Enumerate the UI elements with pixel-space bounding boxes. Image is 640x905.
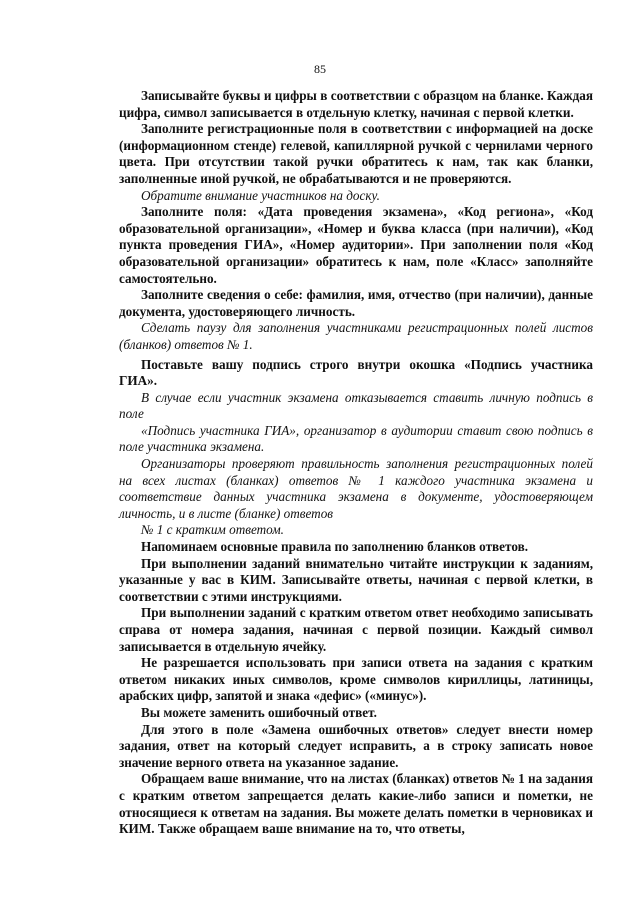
paragraph: Заполните поля: «Дата проведения экзамена», «Код региона», «Код образовательной организации», «Номер и буква класса (при наличии), «Код пункта проведения ГИА», «Номер аудитории». При заполнении поля «Код образовательной организации» обратитесь к нам, поле «Класс» заполняйте самостоятельно.	[119, 204, 593, 286]
paragraph: Не разрешается использовать при записи ответа на задания с кратким ответом никаких иных символов, кроме символов кириллицы, латиницы, арабских цифр, запятой и знака «дефис» («минус»).	[119, 655, 593, 704]
paragraph: Вы можете заменить ошибочный ответ.	[141, 704, 377, 720]
paragraph: При выполнении заданий с кратким ответом ответ необходимо записывать справа от номера задания, начиная с первой позиции. Каждый символ записывается в отдельную ячейку.	[119, 605, 593, 654]
page-body	[119, 88, 593, 838]
paragraph: При выполнении заданий внимательно читайте инструкции к заданиям, указанные у вас в КИМ. Записывайте ответы, начиная с первой клетки, в соответствии с этими инструкциями.	[119, 555, 593, 604]
paragraph: Организаторы проверяют правильность заполнения регистрационных полей на всех листах (бланках) ответов № 1 каждого участника экзамена и соответствие данных участника экзамена в документе, удостоверяющем личность, и в листе (бланке) ответов	[119, 456, 593, 521]
paragraph: Сделать паузу для заполнения участниками регистрационных полей листов (бланков) ответов № 1.	[119, 320, 593, 352]
paragraph: Напоминаем основные правила по заполнению бланков ответов.	[141, 539, 529, 555]
paragraph: Для этого в поле «Замена ошибочных ответов» следует внести номер задания, ответ на который следует исправить, а в строку записать новое значение верного ответа на указанное задание.	[119, 721, 593, 770]
paragraph: «Подпись участника ГИА», организатор в аудитории ставит свою подпись в поле участника экзамена.	[119, 422, 593, 455]
paragraph: Записывайте буквы и цифры в соответствии с образцом на бланке. Каждая цифра, символ записывается в отдельную клетку, начиная с первой клетки.	[119, 88, 593, 120]
paragraph: Поставьте вашу подпись строго внутри окошка «Подпись участника ГИА».	[119, 356, 593, 389]
paragraph: В случае если участник экзамена отказывается ставить личную подпись в поле	[119, 389, 593, 422]
page-number: 85	[314, 62, 326, 76]
paragraph: Заполните сведения о себе: фамилия, имя, отчество (при наличии), данные документа, удостоверяющего личность.	[119, 287, 593, 319]
paragraph: Заполните регистрационные поля в соответствии с информацией на доске (информационном стенде) гелевой, капиллярной ручкой с чернилами черного цвета. При отсутствии такой ручки обратитесь к нам, так как бланки, заполненные иной ручкой, не обрабатываются и не проверяются.	[119, 121, 593, 186]
paragraph: № 1 с кратким ответом.	[141, 522, 284, 538]
paragraph: Обращаем ваше внимание, что на листах (бланках) ответов № 1 на задания с кратким ответом запрещается делать какие-либо записи и пометки, не относящиеся к ответам на задания. Вы можете делать пометки в черновиках и КИМ. Также обращаем ваше внимание на то, что ответы,	[119, 771, 593, 837]
paragraph: Обратите внимание участников на доску.	[141, 187, 380, 203]
